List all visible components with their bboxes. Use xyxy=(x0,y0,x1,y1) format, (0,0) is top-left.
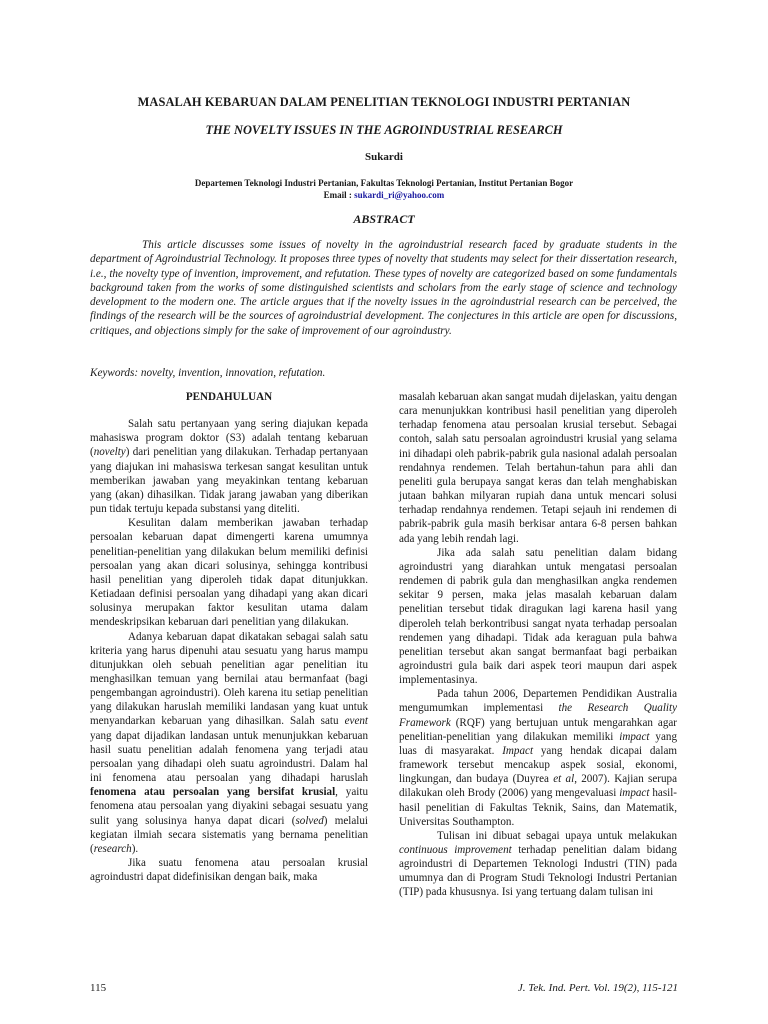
paragraph-6: Jika ada salah satu penelitian dalam bidang agroindustri yang diarahkan untuk mengatasi persoalan rendemen di pabrik gula dan menghasilkan angka rendemen sekitar 9 persen, maka jelas masalah kebaruan dalam penelitian tersebut tidak diragukan lagi karena hasil yang diperoleh telah berkontribusi sangat nyata terhadap persoalan rendemen yang dihadapi. Tidak ada keraguan pula bahwa penelitian tersebut akan sangat bermanfaat bagi perbaikan agroindustri gula baik dari aspek teori maupun dari aspek implementasinya. xyxy=(399,546,677,687)
section-heading: PENDAHULUAN xyxy=(185,391,273,403)
paragraph-5: masalah kebaruan akan sangat mudah dijelaskan, yaitu dengan cara menunjukkan kontribusi hasil penelitian yang diperoleh terhadap fenomena atau persoalan krusial tersebut. Sebagai contoh, salah satu persoalan agroindustri krusial yang selama ini dihadapi oleh pabrik-pabrik gula nasional adalah persoalan rendahnya rendemen. Telah bertahun-tahun para ahli dan peneliti gula berupaya sangat keras dan telah menghabiskan jutaan bahkan milyaran rupiah dana untuk mencari solusi terhadap rendahnya rendemen. Tetapi sejauh ini rendemen di pabrik-pabrik gula masih berkisar antara 6-8 persen bahkan ada yang lebih rendah lagi. xyxy=(399,391,677,545)
paper-title: MASALAH KEBARUAN DALAM PENELITIAN TEKNOLOGI INDUSTRI PERTANIAN xyxy=(137,95,631,109)
paragraph-2: Kesulitan dalam memberikan jawaban terhadap persoalan kebaruan dapat dimengerti karena umumnya penelitian-penelitian yang dilakukan belum memiliki definisi persoalan yang akan dicari solusinya, sehingga kontribusi hasil penelitian yang diperoleh tidak dapat ditunjukkan. Ketiadaan definisi persoalan yang dihadapi yang akan dicari solusinya merupakan faktor kesulitan utama dalam mendeskripsikan kebaruan dari penelitian yang dilakukan. xyxy=(90,517,368,629)
affiliation-block xyxy=(0,178,768,201)
paragraph-4: Jika suatu fenomena atau persoalan krusial agroindustri dapat didefinisikan dengan baik, maka xyxy=(90,857,368,884)
author-name: Sukardi xyxy=(365,151,403,163)
keywords: Keywords: novelty, invention, innovation, refutation. xyxy=(90,367,326,379)
journal-citation: J. Tek. Ind. Pert. Vol. 19(2), 115-121 xyxy=(517,982,678,994)
email-label: Email : xyxy=(323,189,355,200)
abstract-text: This article discusses some issues of novelty in the agroindustrial research faced by graduate students in the department of Agroindustrial Technology. It proposes three types of novelty that students may select for their dissertation research, i.e., the novelty type of invention, improvement, and refutation. These types of novelty are categorized based on some fundamentals background taken from the works of some distinguished scientists and scholars from the early stage of science and technology development to the modern one. The article argues that if the novelty issues in the agroindustrial research can be perceived, the findings of the research will be the sources of agroindustrial development. The conjectures in this article are open for discussions, critiques, and objections simply for the sake of improvement of our agroindustry. xyxy=(90,239,677,337)
paragraph-7: Pada tahun 2006, Departemen Pendidikan Australia mengumumkan implementasi the Research Quality Framework (RQF) yang bertujuan untuk mengarahkan agar penelitian-penelitian yang dilakukan memiliki impact yang luas di masyarakat. Impact yang hendak dicapai dalam framework tersebut mencakup aspek sosial, ekonomi, lingkungan, dan budaya (Duyrea et al, 2007). Kajian serupa dilakukan oleh Brody (2006) yang mengevaluasi impact hasil-hasil penelitian di Fakultas Teknik, Sains, dan Matematik, Universitas Southampton. xyxy=(399,688,678,828)
right-column xyxy=(399,390,677,900)
email-link[interactable]: sukardi_ri@yahoo.com xyxy=(354,189,445,200)
paragraph-8: Tulisan ini dibuat sebagai upaya untuk melakukan continuous improvement terhadap penelitian dalam bidang agroindustri di Departemen Teknologi Industri (TIN) pada umumnya dan di Program Studi Teknologi Industri Pertanian (TIP) pada khususnya. Isi yang tertuang dalam tulisan ini xyxy=(399,829,677,899)
paragraph-3: Adanya kebaruan dapat dikatakan sebagai salah satu kriteria yang harus dipenuhi atau sesuatu yang harus mampu ditunjukkan oleh sebuah penelitian agar penelitian itu menghasilkan temuan yang bernilai atau bermanfaat (bagi pengembangan agroindustri). Oleh karena itu setiap penelitian yang dilakukan haruslah memiliki landasan yang kuat untuk menyandarkan kebaruan yang dihasilkan. Salah satu event yang dapat dijadikan landasan untuk menunjukkan kebaruan hasil suatu penelitian adalah fenomena yang terjadi atau persoalan yang dihadapi oleh suatu agroindustri. Dalam hal ini fenomena atau persoalan yang dihadapi haruslah fenomena atau persoalan yang bersifat krusial, yaitu fenomena atau persoalan yang diyakini sebagai sesuatu yang sulit yang solusinya hanya dapat dicari (solved) melalui kegiatan ilmiah secara sistematis yang bernama penelitian (research). xyxy=(90,630,368,855)
email-line xyxy=(0,190,768,202)
paragraph-1: Salah satu pertanyaan yang sering diajukan kepada mahasiswa program doktor (S3) adalah tentang kebaruan (novelty) dari penelitian yang dilakukan. Terhadap pertanyaan yang diajukan ini mahasiswa terkesan sangat kesulitan untuk memberikan jawaban yang meyakinkan tentang kebaruan yang (akan) dihasilkan. Tidak jarang jawaban yang diberikan pun tidak tertuju kepada substansi yang diteliti. xyxy=(90,418,368,516)
paper-subtitle: THE NOVELTY ISSUES IN THE AGROINDUSTRIAL RESEARCH xyxy=(205,123,563,137)
affiliation: Departemen Teknologi Industri Pertanian, Fakultas Teknologi Pertanian, Institut Pertanian Bogor xyxy=(194,178,574,188)
abstract-heading: ABSTRACT xyxy=(353,212,415,226)
page-number: 115 xyxy=(90,982,107,994)
left-column xyxy=(90,390,368,884)
